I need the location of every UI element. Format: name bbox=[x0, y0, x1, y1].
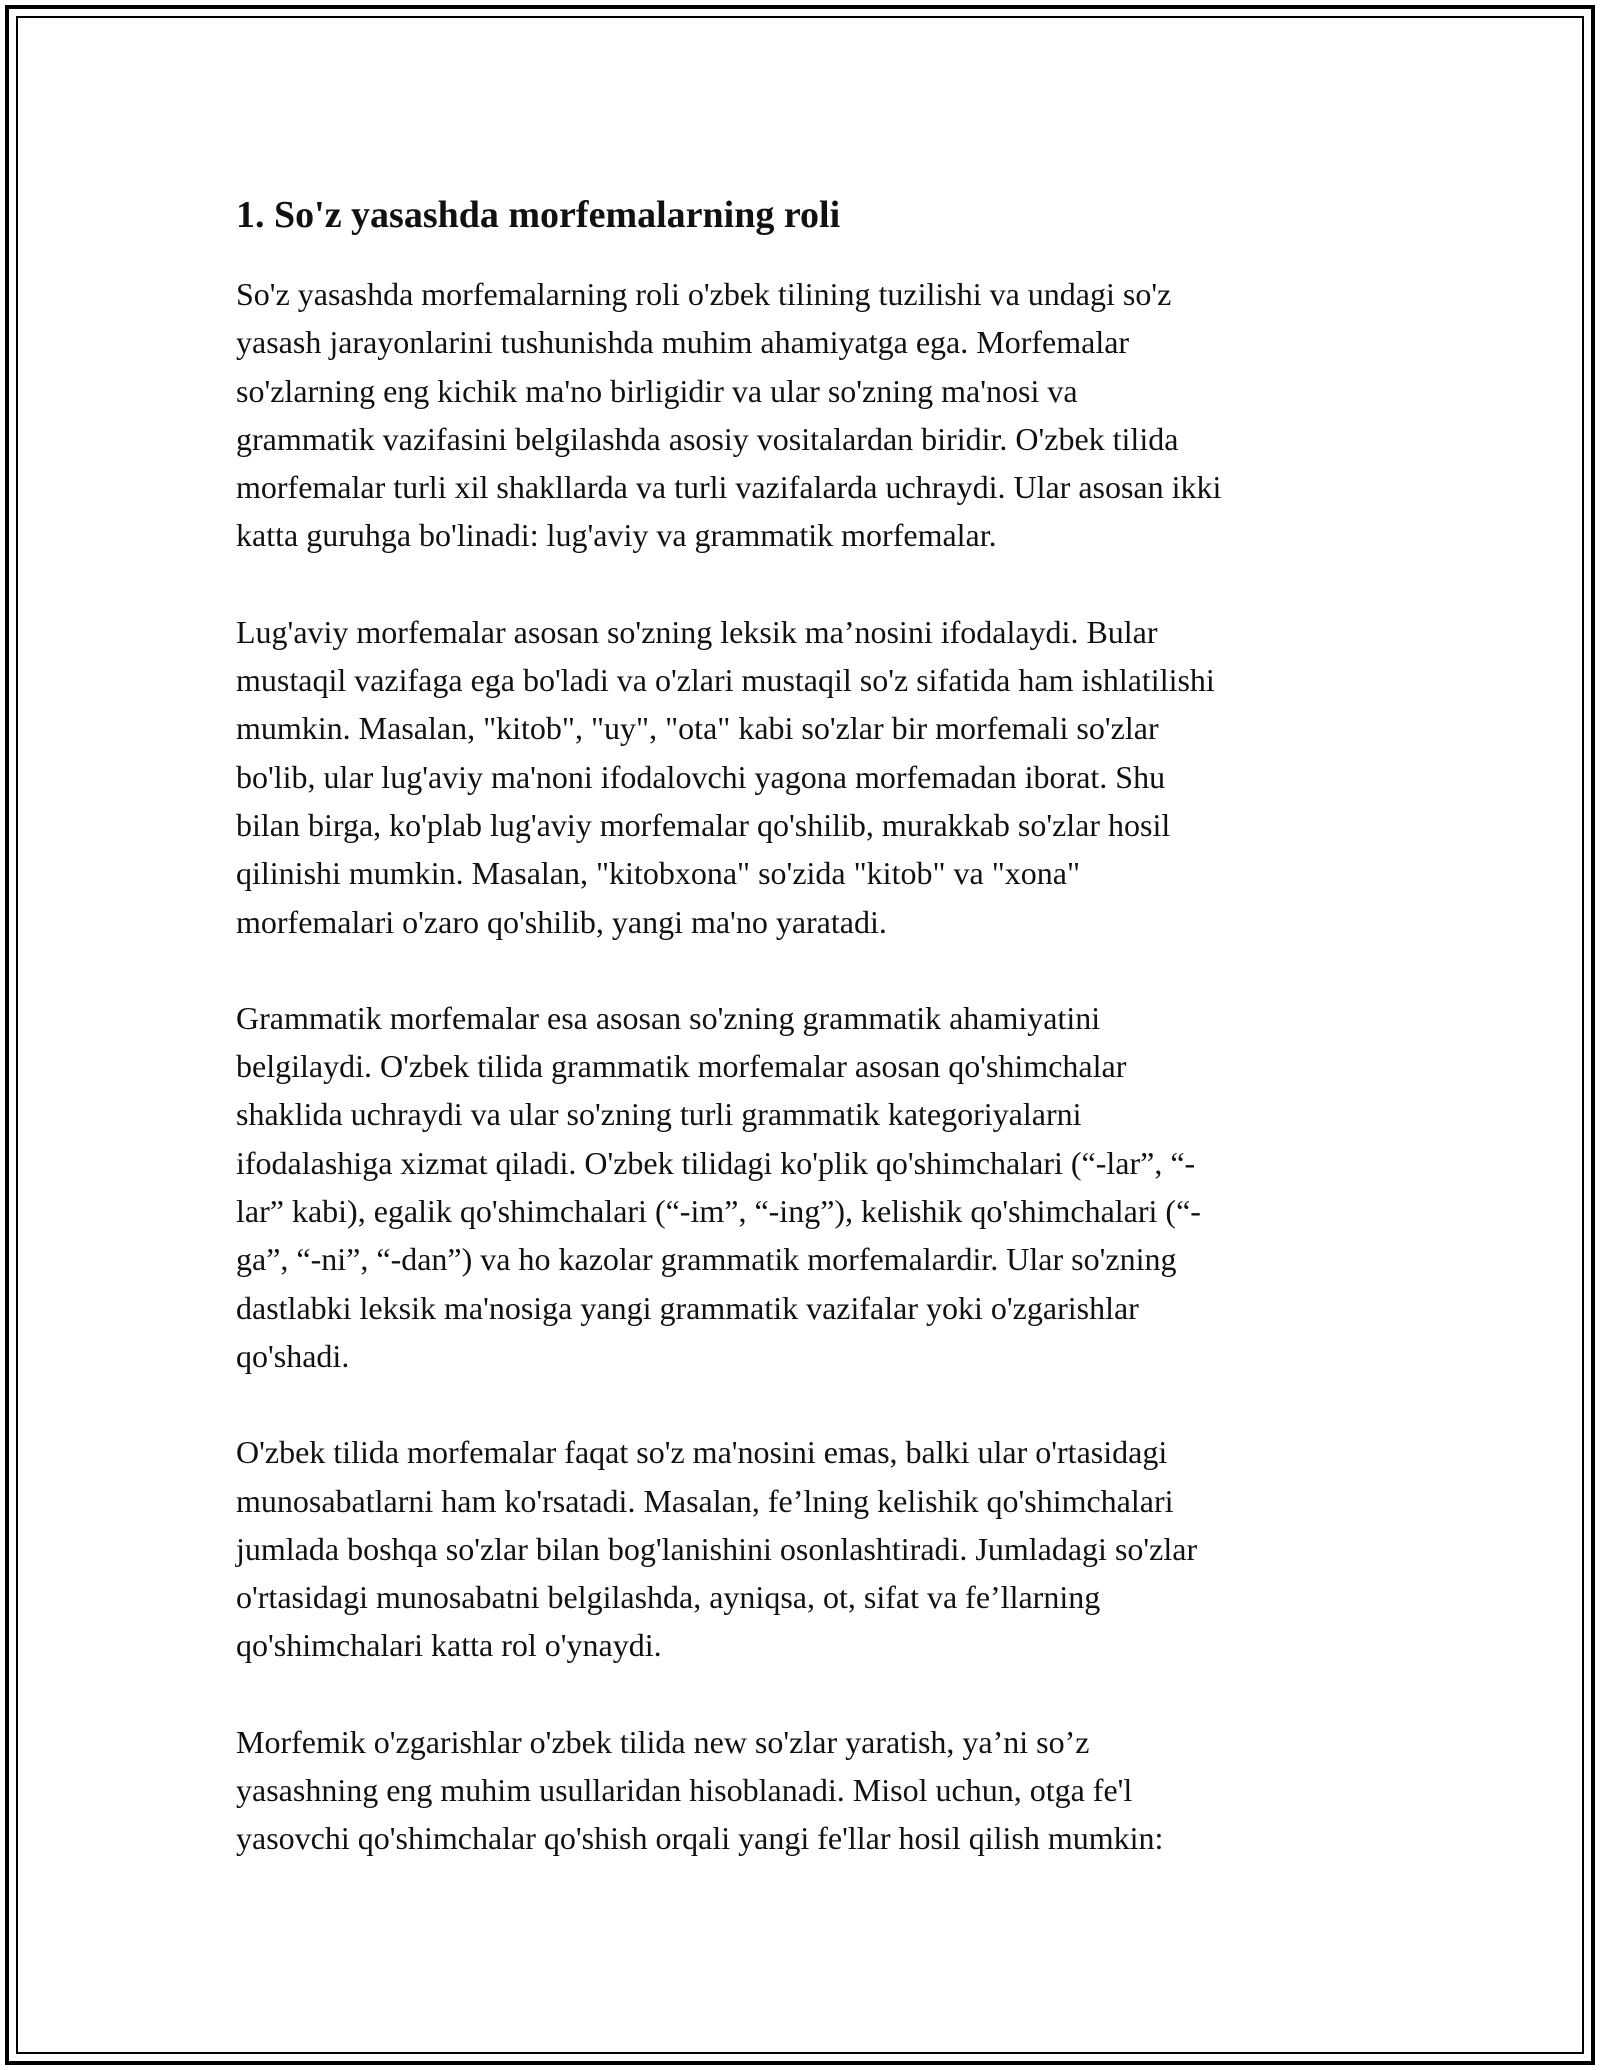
text-line: jumlada boshqa so'zlar bilan bog'lanishini osonlashtiradi. Jumladagi so'zlar bbox=[236, 1530, 1198, 1567]
text-line: So'z yasashda morfemalarning roli o'zbek tilining tuzilishi va undagi so'z bbox=[236, 276, 1172, 312]
text-line: qo'shimchalari katta rol o'ynaydi. bbox=[236, 1627, 662, 1664]
text-line: mumkin. Masalan, "kitob", "uy", "ota" kabi so'zlar bir morfemali so'zlar bbox=[236, 710, 1159, 747]
text-line: morfemalar turli xil shakllarda va turli vazifalarda uchraydi. Ular asosan ikki bbox=[236, 469, 1222, 506]
paragraph-1 bbox=[236, 270, 1386, 560]
text-line: morfemalari o'zaro qo'shilib, yangi ma'no yaratadi. bbox=[236, 903, 887, 940]
text-line: Lug'aviy morfemalar asosan so'zning leksik ma’nosini ifodalaydi. Bular bbox=[236, 613, 1158, 650]
paragraph-3 bbox=[236, 994, 1386, 1380]
text-line: ifodalashiga xizmat qiladi. O'zbek tilidagi ko'plik qo'shimchalari (“-lar”, “- bbox=[236, 1144, 1196, 1181]
text-line: dastlabki leksik ma'nosiga yangi grammatik vazifalar yoki o'zgarishlar bbox=[236, 1289, 1139, 1326]
text-line: qo'shadi. bbox=[236, 1337, 350, 1374]
text-line: mustaqil vazifaga ega bo'ladi va o'zlari mustaqil so'z sifatida ham ishlatilishi bbox=[236, 662, 1215, 699]
text-line: munosabatlarni ham ko'rsatadi. Masalan, fe’lning kelishik qo'shimchalari bbox=[236, 1482, 1174, 1519]
paragraph-5 bbox=[236, 1718, 1386, 1863]
section-heading: 1. So'z yasashda morfemalarning roli bbox=[236, 194, 841, 236]
text-line: yasovchi qo'shimchalar qo'shish orqali yangi fe'llar hosil qilish mumkin: bbox=[236, 1820, 1164, 1857]
text-line: bo'lib, ular lug'aviy ma'noni ifodalovchi yagona morfemadan iborat. Shu bbox=[236, 758, 1166, 795]
text-line: yasashning eng muhim usullaridan hisoblanadi. Misol uchun, otga fe'l bbox=[236, 1772, 1133, 1809]
text-line: Grammatik morfemalar esa asosan so'zning grammatik ahamiyatini bbox=[236, 999, 1101, 1036]
text-line: yasash jarayonlarini tushunishda muhim ahamiyatga ega. Morfemalar bbox=[236, 324, 1130, 361]
text-line: ga”, “-ni”, “-dan”) va ho kazolar grammatik morfemalardir. Ular so'zning bbox=[236, 1241, 1177, 1278]
text-line: lar” kabi), egalik qo'shimchalari (“-im”, “-ing”), kelishik qo'shimchalari (“- bbox=[236, 1193, 1201, 1230]
text-line: shaklida uchraydi va ular so'zning turli grammatik kategoriyalarni bbox=[236, 1096, 1082, 1133]
paragraph-2 bbox=[236, 608, 1386, 946]
text-line: O'zbek tilida morfemalar faqat so'z ma'nosini emas, balki ular o'rtasidagi bbox=[236, 1434, 1168, 1471]
text-line: katta guruhga bo'linadi: lug'aviy va grammatik morfemalar. bbox=[236, 517, 997, 554]
document-content bbox=[236, 180, 1386, 1911]
text-line: qilinishi mumkin. Masalan, "kitobxona" so'zida "kitob" va "xona" bbox=[236, 855, 1081, 892]
text-line: Morfemik o'zgarishlar o'zbek tilida new so'zlar yaratish, ya’ni so’z bbox=[236, 1723, 1090, 1760]
paragraph-4 bbox=[236, 1428, 1386, 1669]
text-line: so'zlarning eng kichik ma'no birligidir va ular so'zning ma'nosi va bbox=[236, 372, 1078, 409]
text-line: grammatik vazifasini belgilashda asosiy vositalardan biridir. O'zbek tilida bbox=[236, 420, 1179, 457]
text-line: o'rtasidagi munosabatni belgilashda, ayniqsa, ot, sifat va fe’llarning bbox=[236, 1579, 1101, 1616]
text-line: bilan birga, ko'plab lug'aviy morfemalar qo'shilib, murakkab so'zlar hosil bbox=[236, 806, 1171, 843]
text-line: belgilaydi. O'zbek tilida grammatik morfemalar asosan qo'shimchalar bbox=[236, 1048, 1127, 1085]
